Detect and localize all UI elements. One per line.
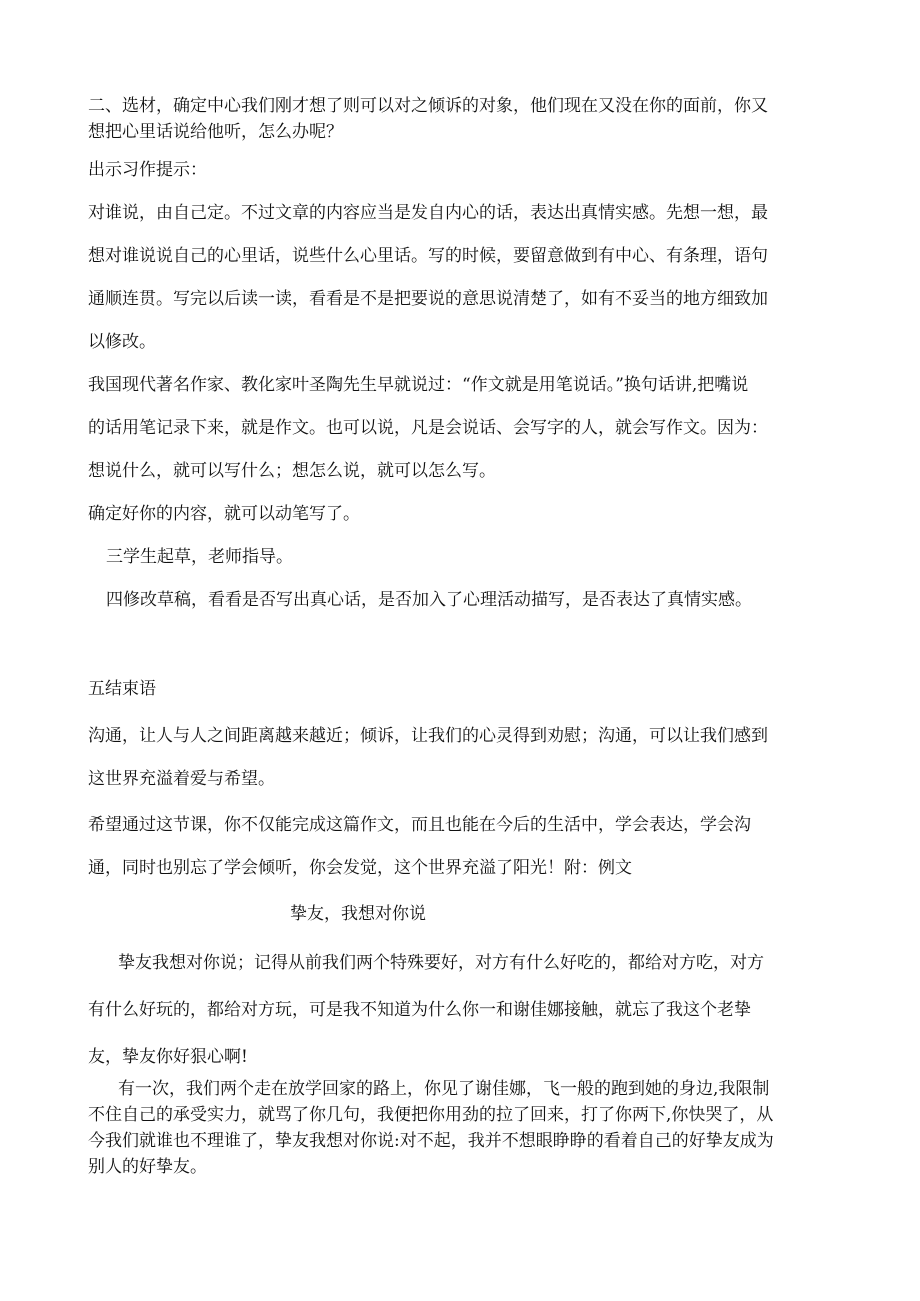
section-two-line-2: 想把心里话说给他听，怎么办呢？: [88, 122, 343, 142]
essay-p2-line-2: 不住自己的承受实力，就骂了你几句，我便把你用劲的拉了回来，打了你两下,你快哭了，从: [88, 1105, 774, 1125]
prompt-line-2: 想对谁说说自己的心里话，说些什么心里话。写的时候，要留意做到有中心、有条理，语句: [88, 246, 768, 266]
essay-title: 挚友，我想对你说: [290, 904, 426, 924]
quote-line-3: 想说什么，就可以写什么；想怎么说，就可以怎么写。: [88, 461, 496, 481]
section-four-line: 四修改草稿，看看是否写出真心话，是否加入了心理活动描写，是否表达了真情实感。: [106, 590, 752, 610]
quote-line-2: 的话用笔记录下来，就是作文。也可以说，凡是会说话、会写字的人，就会写作文。因为：: [88, 418, 768, 438]
essay-p2-line-4: 别人的好挚友。: [88, 1157, 207, 1177]
quote-line-1: 我国现代著名作家、教化家叶圣陶先生早就说过：“作文就是用笔说话。”换句话讲,把嘴说: [88, 375, 749, 395]
closing-line-4: 通，同时也别忘了学会倾听，你会发觉，这个世界充溢了阳光！附：例文: [88, 858, 632, 878]
prompt-line-3: 通顺连贯。写完以后读一读，看看是不是把要说的意思说清楚了，如有不妥当的地方细致加: [88, 289, 768, 309]
essay-p2-line-1: 有一次，我们两个走在放学回家的路上，你见了谢佳娜，飞一般的跑到她的身边,我限制: [118, 1079, 770, 1099]
essay-p1-line-1: 挚友我想对你说；记得从前我们两个特殊要好，对方有什么好吃的，都给对方吃，对方: [118, 953, 764, 973]
section-five-heading: 五结束语: [88, 679, 156, 699]
closing-line-1: 沟通，让人与人之间距离越来越近；倾诉，让我们的心灵得到劝慰；沟通，可以让我们感到: [88, 726, 768, 746]
essay-p1-line-3: 友，挚友你好狠心啊!: [88, 1047, 248, 1067]
section-three-line: 三学生起草，老师指导。: [106, 547, 293, 567]
prompt-heading: 出示习作提示：: [88, 160, 207, 180]
prompt-line-1: 对谁说，由自己定。不过文章的内容应当是发自内心的话，表达出真情实感。先想一想，最: [88, 203, 768, 223]
essay-p2-line-3: 今我们就谁也不理谁了，挚友我想对你说:对不起，我并不想眼睁睁的看着自己的好挚友成为: [88, 1131, 774, 1151]
section-two-line-1: 二、选材，确定中心我们刚才想了则可以对之倾诉的对象，他们现在又没在你的面前，你又: [88, 96, 768, 116]
confirm-line: 确定好你的内容，就可以动笔写了。: [88, 504, 360, 524]
closing-line-2: 这世界充溢着爱与希望。: [88, 769, 275, 789]
closing-line-3: 希望通过这节课，你不仅能完成这篇作文，而且也能在今后的生活中，学会表达，学会沟: [88, 815, 751, 835]
essay-p1-line-2: 有什么好玩的，都给对方玩，可是我不知道为什么你一和谢佳娜接触，就忘了我这个老挚: [88, 1000, 751, 1020]
prompt-line-4: 以修改。: [88, 332, 156, 352]
